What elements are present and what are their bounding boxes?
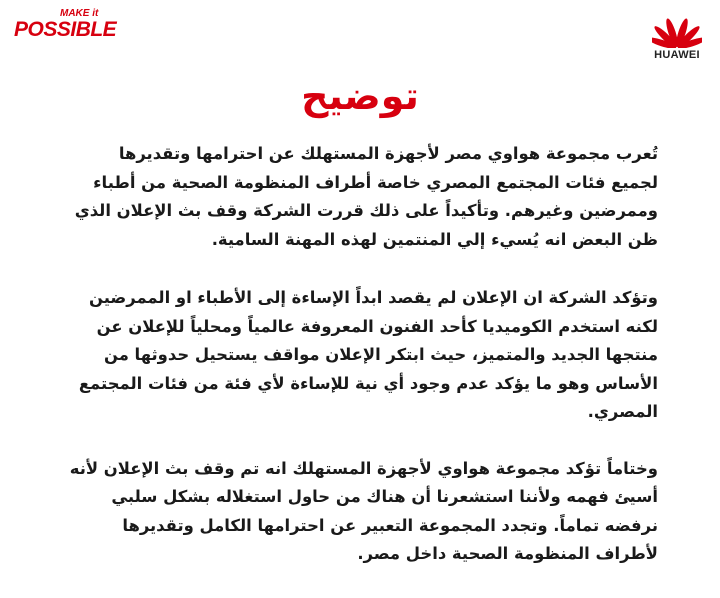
paragraph-apology: تُعرب مجموعة هواوي مصر لأجهزة المستهلك عن احترامها وتقديرها لجميع فئات المجتمع المصري خاصة أطراف المنظومة الصحية من أطباء وممرضين وغيرهم. وتأكيداً على ذلك قررت الشركة وقف بث الإعلان الذي ظن البعض انه يُسيء إلي المنتمين لهذه المهنة السامية. bbox=[74, 144, 658, 249]
make-it-possible-slogan bbox=[14, 8, 124, 48]
notice-body bbox=[68, 140, 658, 569]
huawei-flower-icon bbox=[652, 14, 702, 48]
huawei-logo bbox=[646, 14, 708, 62]
brand-name: HUAWEI bbox=[654, 49, 700, 61]
paragraph-clarification: وتؤكد الشركة ان الإعلان لم يقصد ابداً الإساءة إلى الأطباء او الممرضين لكنه استخدم الكوميديا كأحد الفنون المعروفة عالمياً ومحلياً للإعلان عن منتجها الجديد والمتميز، حيث ابتكر الإعلان مواقف يستحيل حدوثها من الأساس وهو ما يؤكد عدم وجود أي نية للإساءة لأي فئة من فئات المجتمع المصري. bbox=[78, 288, 658, 421]
paragraph-conclusion: وختاماً تؤكد مجموعة هواوي لأجهزة المستهلك انه تم وقف بث الإعلان لأنه أسيئ فهمه ولأننا استشعرنا أن هناك من حاول استغلاله بشكل سلبي نرفضه تماماً. وتجدد المجموعة التعبير عن احترامها الكامل وتقديرها لأطراف المنظومة الصحية داخل مصر. bbox=[69, 458, 658, 563]
page-title: توضيح bbox=[301, 74, 419, 118]
slogan-small-text: MAKE it bbox=[60, 8, 99, 19]
slogan-big-text: POSSIBLE bbox=[14, 18, 117, 41]
